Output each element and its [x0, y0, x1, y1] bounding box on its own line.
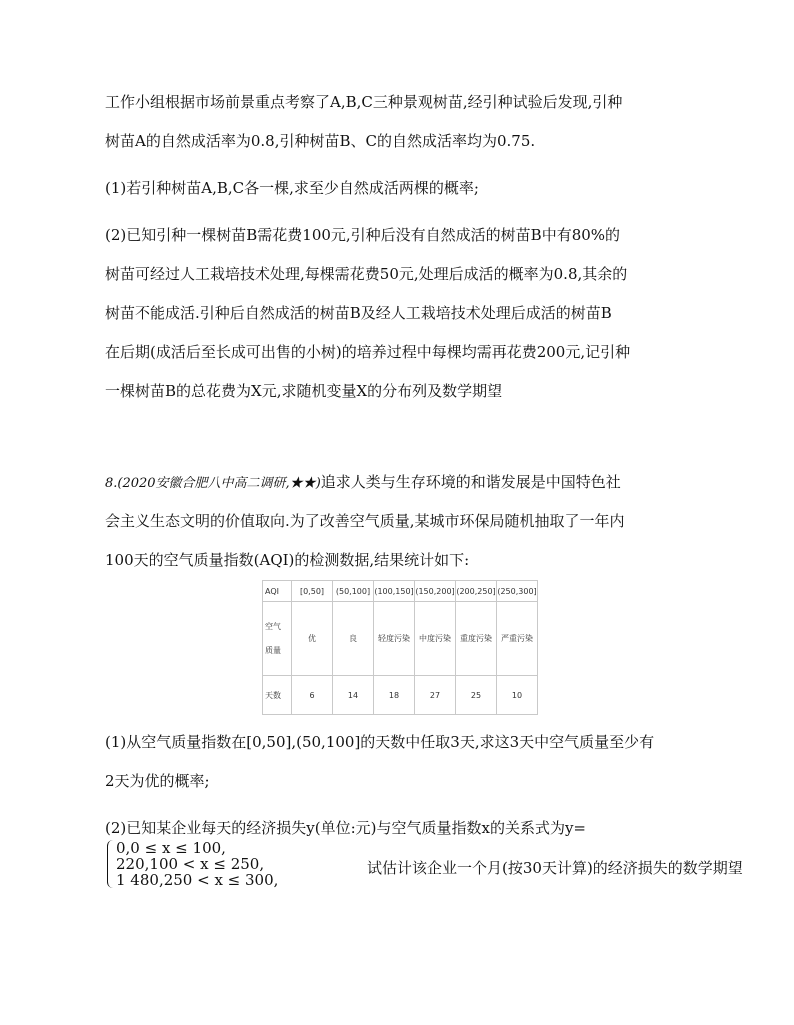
intro-line-1: 工作小组根据市场前景重点考察了A,B,C三种景观树苗,经引种试验后发现,引种 — [105, 93, 623, 111]
table-cell: 25 — [456, 676, 497, 715]
table-cell: 6 — [292, 676, 333, 715]
table-cell: 良 — [333, 602, 374, 676]
aqi-table — [262, 580, 538, 715]
table-row-days — [263, 676, 538, 715]
intro-line-2: 树苗A的自然成活率为0.8,引种树苗B、C的自然成活率均为0.75. — [105, 132, 536, 150]
q7-part2-line-5: 一棵树苗B的总花费为X元,求随机变量X的分布列及数学期望 — [105, 382, 503, 400]
left-brace — [107, 840, 114, 888]
table-cell: 14 — [333, 676, 374, 715]
q7-part2-line-3: 树苗不能成活.引种后自然成活的树苗B及经人工栽培技术处理后成活的树苗B — [105, 304, 612, 322]
table-cell: 中度污染 — [415, 602, 456, 676]
q7-part2-line-4: 在后期(成活后至长成可出售的小树)的培养过程中每棵均需再花费200元,记引种 — [105, 343, 631, 361]
table-cell: (50,100] — [333, 581, 374, 602]
q7-part2-line-1: (2)已知引种一棵树苗B需花费100元,引种后没有自然成活的树苗B中有80%的 — [105, 226, 621, 244]
table-cell — [263, 602, 292, 676]
table-cell: (150,200] — [415, 581, 456, 602]
table-cell: 天数 — [263, 676, 292, 715]
q8-line-3: 100天的空气质量指数(AQI)的检测数据,结果统计如下: — [105, 551, 470, 569]
case-1: 0,0 ≤ x ≤ 100, — [116, 839, 226, 857]
q8-part1-line-2: 2天为优的概率; — [105, 772, 210, 790]
q8-line-1-text: 追求人类与生存环境的和谐发展是中国特色社 — [320, 473, 621, 491]
table-cell: 严重污染 — [497, 602, 538, 676]
table-cell: [0,50] — [292, 581, 333, 602]
table-cell: 重度污染 — [456, 602, 497, 676]
table-cell: AQI — [263, 581, 292, 602]
q7-part2-line-2: 树苗可经过人工栽培技术处理,每棵需花费50元,处理后成活的概率为0.8,其余的 — [105, 265, 628, 283]
table-cell: (100,150] — [374, 581, 415, 602]
table-cell: 27 — [415, 676, 456, 715]
q8-part1-line-1: (1)从空气质量指数在[0,50],(50,100]的天数中任取3天,求这3天中空气质量至少有 — [105, 733, 655, 751]
case-3: 1 480,250 < x ≤ 300, — [116, 871, 279, 889]
quality-label-bottom: 质量 — [265, 645, 281, 655]
q8-part2-tail: 试估计该企业一个月(按30天计算)的经济损失的数学期望 — [367, 859, 743, 877]
table-row-quality — [263, 602, 538, 676]
q8-line-2: 会主义生态文明的价值取向.为了改善空气质量,某城市环保局随机抽取了一年内 — [105, 512, 625, 530]
q8-line-1 — [105, 472, 621, 494]
table-cell: 18 — [374, 676, 415, 715]
quality-label-top: 空气 — [265, 621, 281, 631]
table-header-row — [263, 581, 538, 602]
table-cell: (250,300] — [497, 581, 538, 602]
table-cell: 优 — [292, 602, 333, 676]
table-cell: (200,250] — [456, 581, 497, 602]
table-cell: 轻度污染 — [374, 602, 415, 676]
q8-source: 8.(2020安徽合肥八中高二调研,★★) — [105, 476, 321, 491]
case-2: 220,100 < x ≤ 250, — [116, 855, 265, 873]
table-cell: 10 — [497, 676, 538, 715]
q7-part1: (1)若引种树苗A,B,C各一棵,求至少自然成活两棵的概率; — [105, 179, 479, 197]
q8-part2-line-1: (2)已知某企业每天的经济损失y(单位:元)与空气质量指数x的关系式为y= — [105, 819, 586, 837]
